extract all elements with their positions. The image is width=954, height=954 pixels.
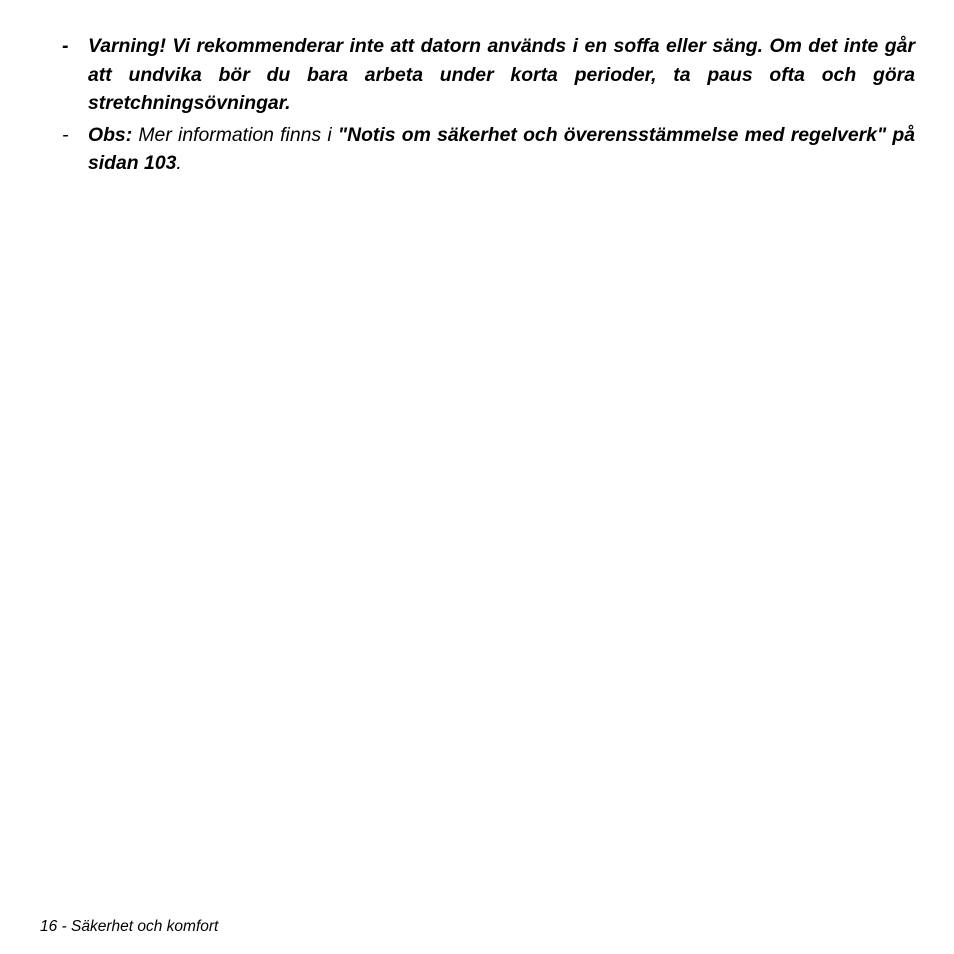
- page-footer: 16 - Säkerhet och komfort: [40, 918, 219, 935]
- note-body: Mer information finns i: [132, 123, 338, 146]
- note-label: Obs:: [88, 123, 133, 146]
- note-end: .: [176, 152, 182, 174]
- warning-text: Varning! Vi rekommenderar inte att datorn används i en soffa eller säng. Om det inte går att undvika bör du bara arbeta under korta perioder, ta paus ofta och göra stretchningsövningar.: [88, 35, 915, 114]
- page-content: [62, 32, 915, 181]
- note-list-item: [62, 121, 915, 178]
- list-dash: -: [62, 123, 69, 146]
- warning-list-item: [62, 32, 915, 118]
- note-text: [88, 121, 915, 178]
- list-dash: -: [62, 35, 69, 57]
- cross-reference-link[interactable]: "Notis om säkerhet och överensstämmelse med regelverk" på sidan 103: [88, 123, 915, 174]
